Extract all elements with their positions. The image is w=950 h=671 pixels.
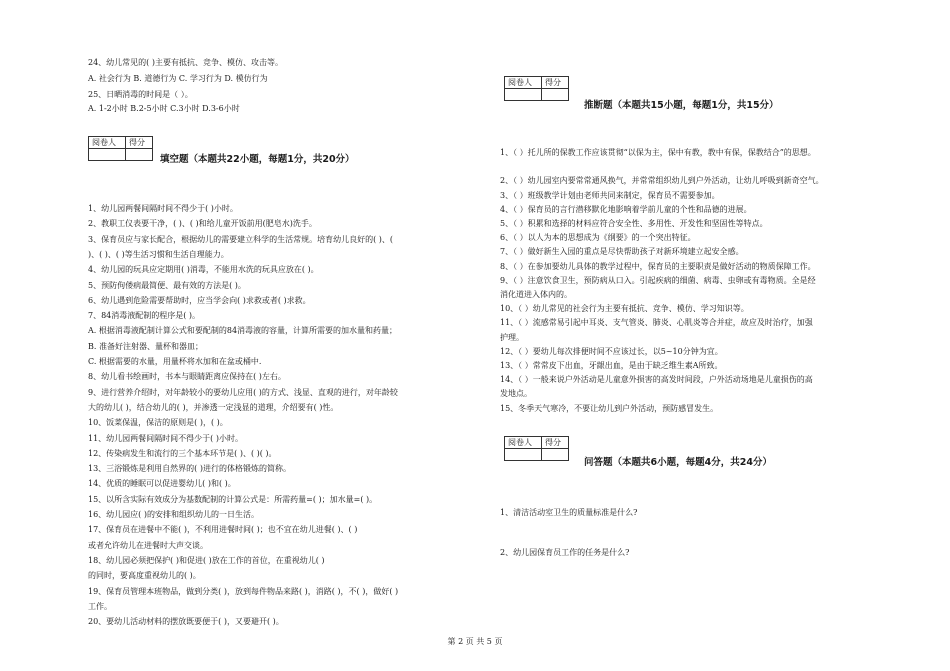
judge-line: 发地点。 (500, 389, 532, 399)
fill-line: 1、幼儿园两餐间隔时间不得少于( )小时。 (88, 204, 238, 213)
judge-line: 4、（ ）保育员的言行潜移默化地影响着学前儿童的个性和品德的进展。 (500, 204, 752, 214)
score-box-judge (504, 76, 569, 101)
fill-line: 6、幼儿遇到危险需要帮助时，应当学会向( )求救或者( )求救。 (88, 295, 311, 305)
fill-line: 10、饭菜保温，保洁的原则是( )，( )。 (88, 418, 228, 428)
fill-line: 2、教职工仪表要干净，( )、( )和给儿童开饭前用(肥皂水)洗手。 (88, 219, 317, 229)
fill-line: 工作。 (88, 601, 112, 611)
fill-line: 8、幼儿看书绘画时，书本与眼睛距离应保持在( )左右。 (88, 372, 286, 382)
fill-section-title: 填空题（本题共22小题，每题1分，共20分） (160, 154, 355, 165)
score-box-grader-label: 阅卷人 (89, 137, 126, 149)
judge-line: 15、冬季天气寒冷，不要让幼儿到户外活动，预防感冒发生。 (500, 403, 719, 413)
judge-line: 8、（ ）在参加要幼儿具体的教学过程中，保育员的主要职责是做好活动的物质保障工作。 (500, 261, 816, 271)
score-box-score-label: 得分 (542, 437, 569, 449)
qa-question-2: 2、幼儿园保育员工作的任务是什么? (500, 548, 630, 557)
judge-line: 11、（ ）流感常易引起中耳炎、支气管炎、肺炎、心肌炎等合并症，故应及时治疗，加强 (500, 318, 813, 328)
fill-line: B. 准备好注射器、量杯和器皿； (88, 341, 203, 351)
judge-line: 1、（ ）托儿所的保教工作应该贯彻“以保为主，保中有教，教中有保，保教结合”的思想。 (500, 148, 816, 157)
judge-line: 12、（ ）要幼儿每次排便时间不应该过长，以5~10分钟为宜。 (500, 346, 723, 356)
question-24-options: A. 社会行为 B. 道德行为 C. 学习行为 D. 模仿行为 (88, 74, 268, 83)
score-box-qa (504, 436, 569, 461)
fill-line: 19、保育员管理本班物品，做到分类( )，放到每件物品来路( )，消路( )，不( )，做好( ) (88, 586, 399, 596)
score-box-grader-label: 阅卷人 (505, 77, 542, 89)
judge-line: 消化道进入体内的。 (500, 290, 572, 299)
fill-line: 18、幼儿园必须把保护( )和促进( )放在工作的首位，在重视幼儿( ) (88, 555, 325, 565)
question-25-options: A. 1-2小时 B.2-5小时 C.3小时 D.3-6小时 (88, 104, 240, 113)
fill-line: 17、保育员在进餐中不能( )，不利用进餐时间( )；也不宜在幼儿进餐( )、( ) (88, 525, 358, 535)
judge-section-title: 推断题（本题共15小题，每题1分，共15分） (584, 100, 779, 111)
judge-line: 6、（ ）以人为本的思想成为《纲要》的一个突出特征。 (500, 233, 696, 243)
fill-line: A. 根据消毒液配制计算公式和要配制的84消毒液的容量，计算所需要的加水量和药量； (88, 326, 398, 336)
question-24: 24、幼儿常见的( )主要有抵抗、竞争、模仿、攻击等。 (88, 58, 283, 67)
fill-line: 13、三浴锻炼是利用自然界的( )进行的体格锻炼的简称。 (88, 464, 291, 474)
qa-question-1: 1、清洁活动室卫生的质量标准是什么? (500, 508, 638, 517)
fill-line: 的同时，要高度重视幼儿的( )。 (88, 571, 201, 581)
judge-line: 10、（ ）幼儿常见的社会行为主要有抵抗、竞争、模仿、学习知识等。 (500, 304, 749, 314)
judge-line: 13、（ ）常常皮下出血，牙龈出血，是由于缺乏维生素A所致。 (500, 361, 723, 370)
fill-line: 7、84消毒液配制的程序是( )。 (88, 311, 201, 321)
fill-line: 大的幼儿( )，结合幼儿的( )，并渗透一定浅显的道理，介绍要有( )性。 (88, 402, 339, 412)
fill-line: 或者允许幼儿在进餐时大声交谈。 (88, 540, 208, 550)
fill-line: 9、进行营养介绍时，对年龄较小的要幼儿应用( )的方式、浅显、直观的进行，对年龄较 (88, 387, 398, 397)
judge-line: 5、（ ）积累和选择的材料应符合安全性、多用性、开发性和坚固性等特点。 (500, 219, 768, 228)
qa-section-title: 问答题（本题共6小题，每题4分，共24分） (584, 457, 772, 468)
judge-line: 3、（ ）班级教学计划由老师共同来制定，保育员不需要参加。 (500, 190, 720, 200)
fill-line: 14、优质的睡眠可以促进婴幼儿( )和( )。 (88, 479, 236, 489)
fill-line: 11、幼儿园两餐间隔时间不得少于( )小时。 (88, 433, 243, 443)
fill-line: 5、预防佝偻病最简便、最有效的方法是( )。 (88, 280, 246, 290)
question-25: 25、日晒消毒的时间是（ ）。 (88, 90, 193, 99)
judge-line: 护理。 (500, 332, 524, 342)
fill-line: 3、保育员应与家长配合，根据幼儿的需要建立科学的生活常规。培育幼儿良好的( )、( (88, 234, 393, 244)
fill-line: 16、幼儿园应( )的安排和组织幼儿的一日生活。 (88, 510, 259, 519)
fill-line: 15、以所含实际有效成分为基数配制的计算公式是：所需药量=( )；加水量=( )。 (88, 494, 378, 504)
fill-line: )、( )、( )等生活习惯和生活自理能力。 (88, 249, 229, 259)
fill-line: 20、要幼儿活动材料的摆放既要便于( )，又要避开( )。 (88, 617, 284, 627)
score-box-fill (88, 136, 153, 161)
score-box-score-label: 得分 (126, 137, 153, 149)
judge-line: 14、（ ）一般来说户外活动是儿童意外损害的高发时间段，户外活动场地是儿童损伤的高 (500, 375, 813, 385)
judge-line: 2、（ ）幼儿园室内要常常通风换气，并常常组织幼儿到户外活动，让幼儿呼吸到新奇空气。 (500, 176, 824, 186)
score-box-score-label: 得分 (542, 77, 569, 89)
fill-line: 12、传染病发生和流行的三个基本环节是( )、( )( )。 (88, 448, 277, 458)
judge-line: 7、（ ）做好新生入园的重点是尽快帮助孩子对新环境建立起安全感。 (500, 247, 744, 257)
score-box-grader-label: 阅卷人 (505, 437, 542, 449)
fill-line: C. 根据需要的水量，用量杯将水加和在盆或桶中. (88, 357, 262, 366)
judge-line: 9、（ ）注意饮食卫生，预防病从口入。引起疾病的细菌、病毒、虫卵或有毒物质。全是经 (500, 275, 816, 285)
fill-line: 4、幼儿园的玩具应定期用( )消毒，不能用水洗的玩具应放在( )。 (88, 265, 319, 275)
page-footer: 第 2 页 共 5 页 (447, 637, 503, 646)
